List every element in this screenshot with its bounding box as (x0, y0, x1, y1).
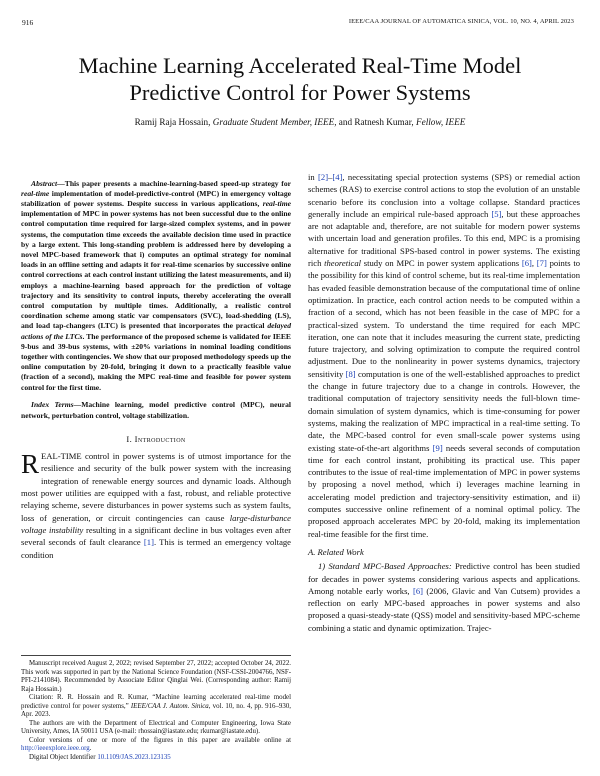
ieeexplore-link[interactable]: http://ieeexplore.ieee.org (21, 745, 90, 752)
footnote-citation-tail: , vol. 10, no. 4, pp. 916–930, Apr. 2023. (21, 702, 291, 718)
r-text: , necessitating special protection systems (SPS) or remedial action schemes (RAS) to exercise control actions to stop the evolution of an unstable scenario before its conclusion into a voltage collapse. Standard practices generally include an empirical rule-based approach (308, 172, 580, 219)
r-text: Predictive control has been studied for decades in power systems considering various aspects and applications. Among notable early works, (308, 561, 580, 596)
citation-link[interactable]: [9] (432, 442, 443, 453)
drop-cap: R (21, 449, 40, 480)
abstract (21, 179, 291, 393)
citation-link[interactable]: [6] (521, 258, 532, 269)
left-column (21, 171, 291, 561)
footnote-citation-text: Citation: R. R. Hossain and R. Kumar, “Machine learning accelerated real-time model predictive control for power systems,” (21, 694, 291, 710)
citation-link[interactable]: [8] (345, 368, 356, 379)
r-text: , (531, 258, 537, 269)
index-terms-label: Index Terms (31, 400, 74, 410)
intro-paragraph (21, 450, 291, 561)
title-line-2: Predictive Control for Power Systems (129, 80, 471, 105)
intro-text-3: . This is termed an emergency voltage condition (21, 537, 292, 560)
citation-link[interactable]: [4] (332, 172, 343, 182)
subsection-heading-related-work: A. Related Work (308, 546, 364, 557)
r-text: computation is one of the well-established approaches to predict the change in future trajectory due to a change in controls. However, the traditional computation of trajectory sensitivity needs the full-blown time-domain simulation of system dynamics, which is time-consuming for power systems, making the realization of MPC impractical in a real-time setting. To date, the MPC-based control for even small-scale power systems using existing state-of-the-art algorithms (308, 368, 580, 453)
r-text: study on MPC in power system applications (361, 258, 522, 269)
footnote-color-tail: . (89, 745, 92, 752)
subsubsection-label: 1) Standard MPC-Based Approaches: (318, 561, 452, 572)
footnote-color-text: Color versions of one or more of the figures in this paper are available online at (29, 736, 291, 744)
r-text: in (308, 172, 319, 182)
footnote-manuscript: Manuscript received August 2, 2022; revised September 27, 2022; accepted October 24, 2022. This work was supported in part by the National Science Foundation (NSF-CSSI-2004766, NSF-PFI-2141084). Recommended by Associate Editor Qinglai Wei. (Corresponding author: Ramij Raja Hossain.) (21, 660, 291, 693)
intro-text-2: resulting in a significant decline in bus voltages even after several seconds of fault clearance (21, 524, 291, 548)
citation-link[interactable]: [2] (318, 172, 329, 182)
right-paragraph-2 (308, 560, 580, 634)
right-paragraph-1 (308, 171, 580, 540)
title-line-1: Machine Learning Accelerated Real-Time Model (78, 53, 522, 78)
citation-link[interactable]: [5] (491, 208, 502, 219)
doi-link[interactable]: 10.1109/JAS.2023.123135 (97, 753, 171, 761)
abstract-italic-2: real-time (262, 199, 291, 208)
author-2-role: Fellow, IEEE (416, 117, 466, 127)
abstract-text-3: implementation of MPC in power systems has not been successful due to the online control computation time required for large-sized complex systems, and in power systems, the computation time exceeds the available decision time used in practice by a large extent. This long-standing problem is addressed here by developing a novel MPC-based framework that i) computes an optimal strategy for nominal loads in an offline setting and adapts it for real-time scenarios by successive online control corrections at each control instant utilizing the latest measurements, and ii) employs a machine-learning based approach for the prediction of voltage trajectory and its sensitivity to control inputs, thereby accelerating the overall control computation by multiple times. Additionally, a realistic control coordination scheme among static var compensators (SVC), load-shedding (LS), and load tap-changers (LTC) is presented that incorporates the practical (21, 209, 291, 331)
footnotes (21, 655, 291, 762)
paper-title (0, 52, 600, 106)
citation-link[interactable]: [1] (143, 537, 154, 548)
r-text: (2006, Glavic and Van Cutsem) provides a reflection on early MPC-based approaches in power systems and also proposed a quasi-steady-state (QSS) model and sensitivity-based MPC-scheme combining a static and dynamic optimization. Trajec- (308, 585, 581, 633)
abstract-label: Abstract (31, 178, 58, 188)
doi-label: Digital Object Identifier (29, 753, 98, 761)
citation-link[interactable]: [6] (412, 585, 424, 596)
section-title: Introduction (134, 433, 186, 444)
footnote-affiliation: The authors are with the Department of Electrical and Computer Engineering, Iowa State University, Ames, IA 50011 USA (e-mail: rhossain@iastate.edu; rkumar@iastate.edu). (21, 719, 291, 735)
footnote-doi (21, 754, 291, 763)
author-line (0, 117, 600, 127)
footnote-color (21, 737, 291, 754)
r-text: points to the possibility for this kind of control scheme, but its real-time implementation has evaded feasible demonstration because of the computational time of online optimization. In practice, each control action needs to be computed within a fraction of a second, which has not been feasible in the case of MPC for a practical-sized system. To understand the time required for each MPC iteration, one can note that it includes measuring the current state, predicting future trajectory, and solving optimization to compute the required control adjustment. Due to the nonlinearity in power systems dynamics, trajectory sensitivity (308, 258, 580, 379)
citation-link[interactable]: [7] (536, 258, 547, 269)
abstract-text-2: implementation of model-predictive-control (MPC) in emergency voltage stabilization of power systems. Despite success in various applications, (21, 188, 291, 208)
r-text: needs several seconds of computation time for each control instant, prohibiting its practical use. This paper contributes to the issue of real-time implementation of MPC in power systems by proposing a novel method, which i) leverages machine learning in accelerating model prediction and trajectory-sensitivity estimation, and ii) computes successive online refinement of a nominal optimal policy. The proposed approach accelerates MPC by 20-fold, making its implementation real-time feasible for the first time. (308, 442, 580, 539)
index-terms (21, 400, 291, 420)
intro-italic: large-disturbance voltage instability (21, 512, 291, 535)
intro-text-1: EAL-TIME control in power systems is of utmost importance for the resilience and security of the bulk power system with the increasing integration of renewable energy sources and dynamic loads. Although most power utilities are equipped with a fast, robust, and reliable protective relaying scheme, severe disturbances in power systems such as system faults, loss of generation, or circuit contingencies can cause (21, 451, 291, 523)
abstract-text-4: . The performance of the proposed scheme is validated for IEEE 9-bus and 39-bus systems, with ±20% variations in nominal loading conditions together with contingencies. We show that our proposed methodology speeds up the online computation by 20-fold, bringing it down to a practically feasible value (fraction of a second), making the MPC real-time and feasible for power system control for the first time. (21, 331, 291, 392)
index-terms-text: —Machine learning, model predictive control (MPC), neural network, perturbation control, voltage stabilization. (21, 400, 291, 420)
r-text: , but these approaches are not adaptable and, therefore, are not suitable for modern power systems with uncertain load and generation profiles. To this end, MPC is a promising alternative for traditional SPS-based control in power systems. The existing rich (308, 208, 580, 269)
footnote-journal: IEEE/CAA J. Autom. Sinica (130, 702, 209, 710)
section-number: I. (126, 433, 135, 444)
abstract-italic-3: delayed actions of the LTCs (21, 321, 291, 341)
running-header: IEEE/CAA JOURNAL OF AUTOMATICA SINICA, VOL. 10, NO. 4, APRIL 2023 (348, 18, 574, 25)
author-1-role: Graduate Student Member, IEEE, (212, 117, 337, 127)
r-italic: theoretical (324, 258, 362, 269)
right-column (308, 171, 580, 634)
abstract-text-1: —This paper presents a machine-learning-based speed-up strategy for (57, 178, 291, 188)
footnote-citation (21, 694, 291, 720)
r-text: – (328, 172, 333, 182)
author-2-name: and Ratnesh Kumar, (336, 117, 414, 127)
section-heading-introduction (21, 433, 291, 445)
page-number: 916 (22, 18, 34, 27)
author-1-name: Ramij Raja Hossain, (134, 117, 211, 127)
abstract-italic-1: real-time (21, 188, 50, 198)
